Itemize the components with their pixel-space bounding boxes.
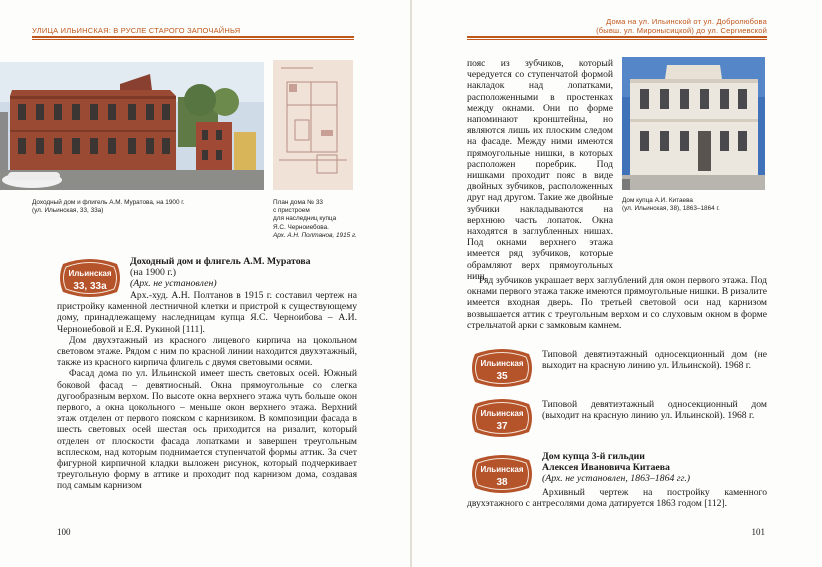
- plan-caption-line-4: Я.С. Черноиебова.: [273, 223, 329, 231]
- street-sign-37: [469, 396, 535, 440]
- header-rule-right-thin: [467, 39, 767, 40]
- sign-38-number: 38: [496, 477, 508, 488]
- entry-heading-38: [542, 451, 767, 485]
- sign-37-street: Ильинская: [480, 409, 524, 418]
- page-number-right: 101: [751, 527, 765, 537]
- paragraph-2: Дом двухэтажный из красного лицевого кирпича на цокольном световом этаже. Рядом с ним по красной линии находится двухэтажный, также из красного кирпича флигель с двумя световыми осями.: [57, 334, 357, 369]
- running-head-right: [596, 17, 767, 35]
- entry-38-title-2: [542, 462, 767, 473]
- entry-38-title-1-text: Дом купца 3-й гильдии: [542, 451, 645, 462]
- entry-38-title-1: [542, 451, 767, 462]
- street-sign-37-shape: [469, 396, 535, 440]
- house-photo-38: [622, 57, 765, 190]
- body-text-right-column: [467, 58, 613, 282]
- plan-caption: [273, 199, 373, 240]
- photo-caption-line-1: Доходный дом и флигель А.М. Муратова, на 1900 г.: [32, 199, 185, 206]
- header-rule-right: [467, 36, 767, 38]
- entry-38-text: Архивный чертеж на постройку каменного двухэтажного с антресолями дома датируется 1863 годом [112].: [467, 487, 767, 510]
- plan-caption-author: Арх. А.Н. Полтанов, 1915 г.: [273, 231, 357, 239]
- right-page: [412, 0, 822, 567]
- running-head-line-1: Дома на ул. Ильинской от ул. Добролюбова: [606, 17, 767, 26]
- header-rule: [32, 36, 354, 38]
- house-38-illustration: [622, 57, 765, 190]
- body-text-right: [467, 275, 767, 331]
- house-33-illustration: [0, 62, 264, 190]
- entry-38-arch: [542, 473, 767, 484]
- entry-title-text: Доходный дом и флигель А.М. Муратова: [130, 256, 311, 267]
- sign-35-number: 35: [496, 371, 508, 382]
- body-text-left: [57, 290, 357, 492]
- entry-35: [542, 349, 767, 371]
- sign-street: Ильинская: [68, 269, 112, 278]
- photo-caption-38-line-2: (ул. Ильинская, 38), 1863–1864 г.: [622, 205, 720, 213]
- entry-37: [542, 399, 767, 421]
- running-head-line-2: (бывш. ул. Миронысицкой) до ул. Сергиевской: [596, 26, 767, 35]
- paragraph-3: Фасад дома по ул. Ильинской имеет шесть световых осей. Южный боковой фасад – девятиосный. Окна прямоугольные со слегка дугообразным верхом. По высоте окна верхнего этажа чуть больше окон первого, а окна цокольного – меньше окон верхнего этажа. Верхний этаж отделен от первого пояском с карнизиком. В композиции фасада в шесть световых осей шестая ось приходится на ризалит, который отделен от плоскости фасада лопатками и завершен треугольным всплеском, над которым поднимается ступенчатой формы аттик. За счет фигурной кирпичной кладки выложен рисунок, который подчеркивает треугольную форму в аттике и проходит под карнизом дома, создавая под самым карнизом: [57, 368, 357, 492]
- entry-arch: [130, 278, 360, 289]
- entry-37-text: Типовой девятиэтажный односекционный дом (выходит на красную линию ул. Ильинской). 1968 г.: [542, 399, 767, 422]
- sign-number: 33, 33а: [73, 281, 107, 292]
- entry-date: (на 1900 г.): [130, 267, 176, 279]
- sign-37-number: 37: [496, 421, 508, 432]
- entry-title: [130, 256, 360, 267]
- entry-38-title-2-text: Алексея Ивановича Китаева: [542, 462, 670, 474]
- floor-plan-drawing: [273, 60, 353, 190]
- street-sign-35-shape: [469, 346, 535, 390]
- plan-caption-line-3: для наследниц купца: [273, 215, 337, 223]
- street-sign-35: [469, 346, 535, 390]
- running-head-left: УЛИЦА ИЛЬИНСКАЯ: В РУСЛЕ СТАРОГО ЗАПОЧАЙНЬЯ: [32, 26, 241, 35]
- entry-arch-text: (Арх. не установлен): [130, 278, 217, 290]
- header-rule-thin: [32, 39, 354, 40]
- sign-35-street: Ильинская: [480, 359, 524, 368]
- page-number-left: 100: [57, 527, 71, 537]
- entry-38-body: [467, 487, 767, 509]
- plan-illustration: [273, 60, 353, 190]
- entry-38-arch-text: (Арх. не установлен, 1863–1864 гг.): [542, 473, 691, 485]
- photo-caption-38: [622, 197, 772, 213]
- entry-35-text: Типовой девятиэтажный односекционный дом (не выходит на красную линию ул. Ильинской). 1968 г.: [542, 349, 767, 372]
- photo-caption-33: [32, 199, 267, 215]
- plan-caption-line-5: [273, 232, 373, 240]
- paragraph-2-right: Ряд зубчиков украшает верх заглублений для окон первого этажа. Под окнами первого этажа также имеются прямоугольные нишки. В ризалите имеется входная дверь. По третьей световой оси над карнизом возвышается аттик с треугольным верхом и со слуховым окном в форме стрельчатой арки с замковым камнем.: [467, 275, 767, 331]
- paragraph-top: пояс из зубчиков, который чередуется со ступенчатой формой накладок над лопатками, расположенными в простенках между окнами. Они по форме напоминают кронштейны, но являются лишь их плоским следом на фасаде. Между ними имеются прямоугольные нишки, в которых расположен поребрик. Под нишками проходит пояс в виде двойных зубчиков, расположенных друг над другом. Такие же двойные зубчики накладываются на верхнюю часть лопаток. Окна находятся в заглубленных нишах. Под окнами верхнего этажа имеется ряд зубчиков, которые обрамляют верх прямоугольных ниш.: [467, 58, 613, 282]
- sign-38-street: Ильинская: [480, 465, 524, 474]
- plan-caption-line-2: с пристроем: [273, 207, 310, 215]
- house-photo-33: [0, 62, 264, 190]
- entry-heading-33: [130, 256, 360, 290]
- paragraph-1: Арх.-худ. А.Н. Полтанов в 1915 г. составил чертеж на пристройку каменной лестничной клетки и пристрой к существующему дому, принадлежащему наследницам купца Я.С. Черноибова – А.И. Черноиебовой и Е.Я. Рукиной [111].: [57, 290, 357, 335]
- left-page: [0, 0, 410, 567]
- photo-caption-38-line-1: Дом купца А.И. Китаева: [622, 197, 693, 204]
- photo-caption-line-2: (ул. Ильинская, 33, 33а): [32, 207, 104, 215]
- plan-caption-line-1: План дома № 33: [273, 199, 323, 206]
